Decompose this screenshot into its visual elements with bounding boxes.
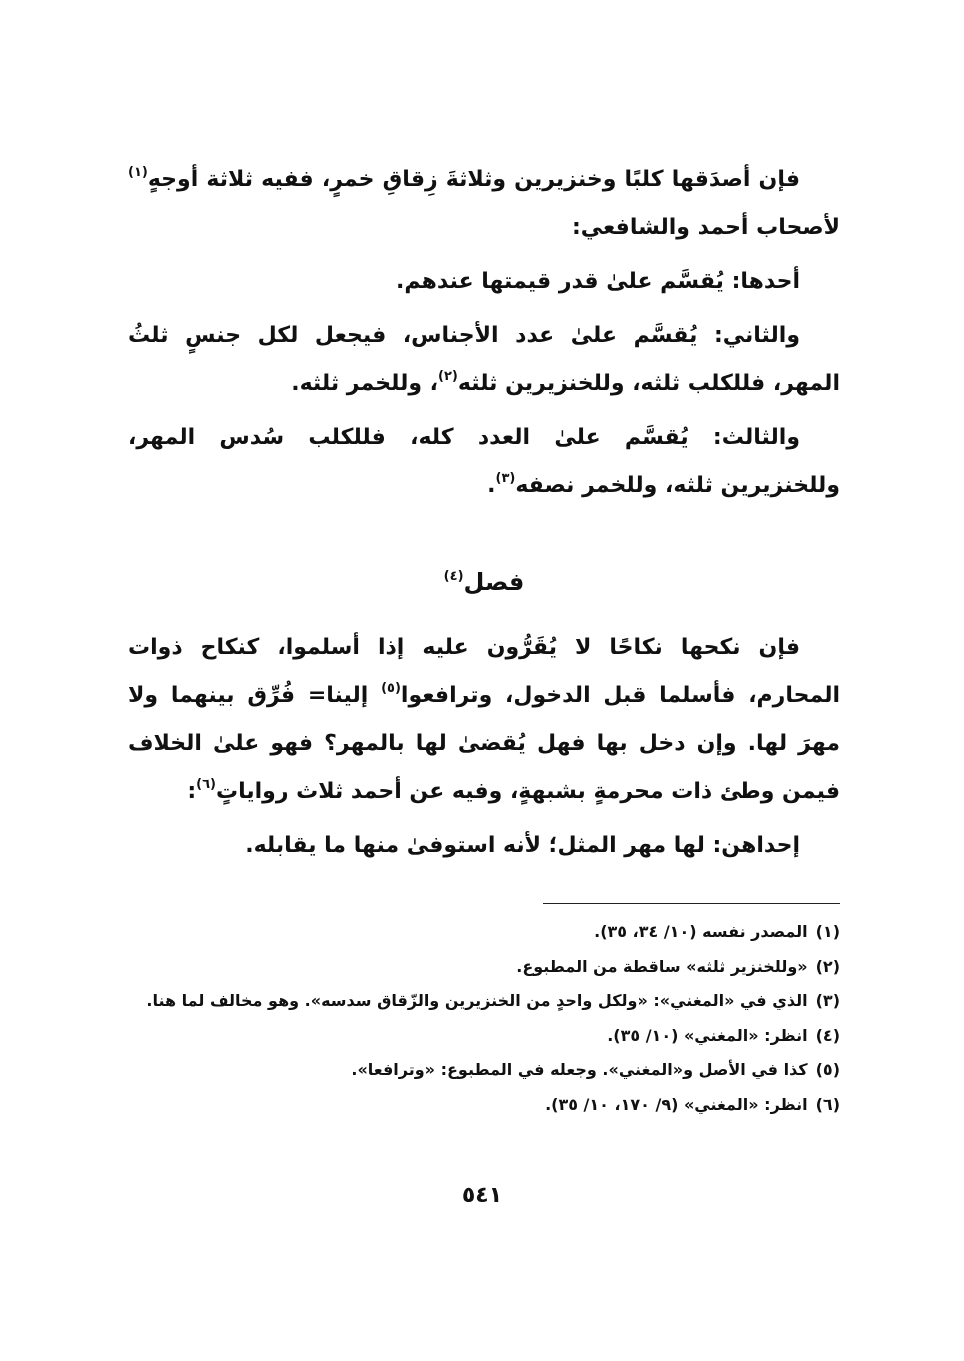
paragraph-2: أحدها: يُقسَّم علىٰ قدر قيمتها عندهم. <box>396 269 800 294</box>
paragraph-5-text: فإن نكحها نكاحًا لا يُقَرُّون عليه إذا أسلموا، كنكاح ذوات المحارم، فأسلما قبل الدخول، وترافعوا <box>128 635 841 708</box>
footnote-separator <box>543 903 840 904</box>
footnote-number: (٥) <box>815 1060 840 1079</box>
footnote-text: انظر: «المغني» (٩/ ١٧٠، ١٠/ ٣٥). <box>545 1094 808 1114</box>
paragraph-5-tail-2: : <box>187 779 197 804</box>
section-heading-text: فصل <box>463 568 525 596</box>
paragraph-4-tail: . <box>487 473 496 498</box>
paragraph-1-tail: لأصحاب أحمد والشافعي: <box>571 215 840 240</box>
footnote-text: الذي في «المغني»: «ولكل واحدٍ من الخنزيرين والزّقاق سدسه». وهو مخالف لما هنا. <box>146 991 808 1010</box>
footnote-1 <box>140 915 840 950</box>
paragraph-1-text: فإن أصدَقها كلبًا وخنزيرين وثلاثةَ زِقاقِ خمرٍ، ففيه ثلاثة أوجهٍ <box>147 167 800 192</box>
paragraph-4 <box>128 414 840 510</box>
footnote-ref-6[interactable]: (٦) <box>196 777 216 792</box>
paragraph-4-text: والثالث: يُقسَّم علىٰ العدد كله، فللكلب سُدس المهر، وللخنزيرين ثلثه، وللخمر نصفه <box>128 425 840 498</box>
paragraph-3-text: والثاني: يُقسَّم علىٰ عدد الأجناس، فيجعل لكل جنسٍ ثلثُ المهر، فللكلب ثلثه، وللخنزيرين ثلثه <box>128 323 840 396</box>
paragraph-1 <box>128 156 840 252</box>
footnote-text: انظر: «المغني» (١٠/ ٣٥). <box>607 1025 808 1045</box>
footnote-text: «وللخنزير ثلثه» ساقطة من المطبوع. <box>516 956 808 976</box>
footnote-number: (٣) <box>815 991 840 1010</box>
footnote-number: (٢) <box>815 956 840 976</box>
footnote-ref-3[interactable]: (٣) <box>495 471 516 486</box>
footnotes <box>140 915 840 1122</box>
footnote-4 <box>140 1019 840 1054</box>
footnote-ref-5[interactable]: (٥) <box>381 681 401 696</box>
paragraph-3-tail: ، وللخمر ثلثه. <box>291 371 439 396</box>
footnote-2 <box>140 950 840 985</box>
paragraph-3 <box>128 312 840 408</box>
section-heading <box>128 560 840 604</box>
footnote-number: (١) <box>815 922 840 941</box>
paragraph-5 <box>128 624 840 816</box>
main-text-upper <box>128 156 840 510</box>
footnote-ref-4[interactable]: (٤) <box>443 569 464 584</box>
footnote-number: (٤) <box>815 1025 840 1045</box>
footnote-ref-2[interactable]: (٢) <box>438 369 458 384</box>
footnote-3 <box>140 984 840 1019</box>
footnote-6 <box>140 1088 840 1123</box>
footnote-ref-1[interactable]: (١) <box>128 165 148 180</box>
paragraph-6: إحداهن: لها مهر المثل؛ لأنه استوفىٰ منها ما يقابله. <box>245 833 800 858</box>
footnote-number: (٦) <box>815 1094 840 1114</box>
paragraph-5-tail: إلينا= فُرِّق بينهما ولا مهرَ لها. وإن دخل بها فهل يُقضىٰ لها بالمهر؟ فهو علىٰ الخلاف فيمن وطئ ذات محرمةٍ بشبهةٍ، وفيه عن أحمد ثلاث رواياتٍ <box>128 683 840 804</box>
main-text-lower <box>128 624 840 870</box>
page-number: ٥٤١ <box>461 1183 503 1208</box>
footnote-text: كذا في الأصل و«المغني». وجعله في المطبوع: «وترافعا». <box>351 1060 808 1079</box>
footnote-5 <box>140 1053 840 1088</box>
footnote-text: المصدر نفسه (١٠/ ٣٤، ٣٥). <box>594 922 808 941</box>
